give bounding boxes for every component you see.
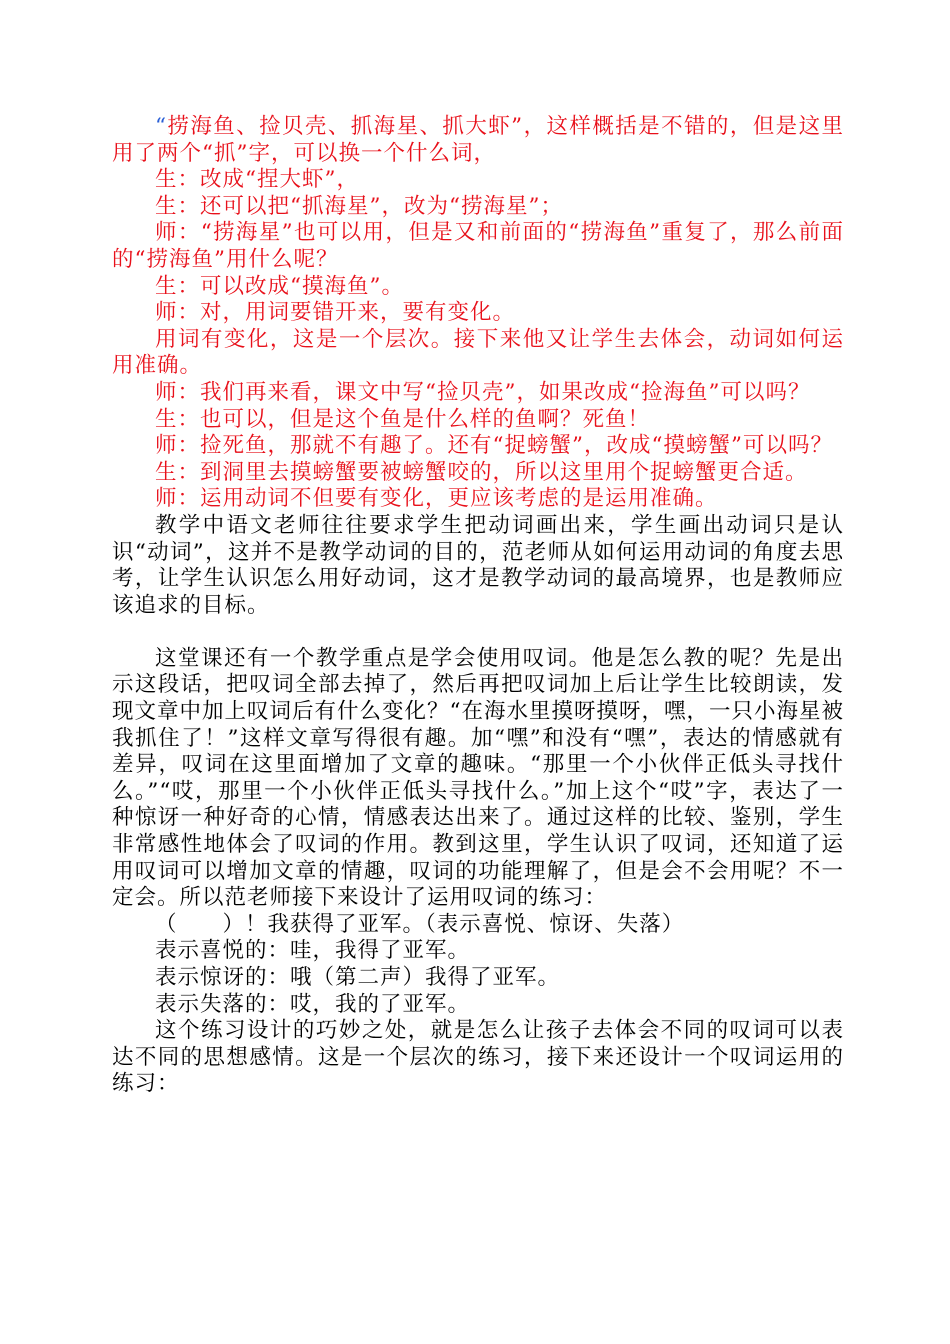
red-paragraph-summary bbox=[112, 114, 844, 167]
dialogue-line-1: 生：改成“捏大虾”， bbox=[155, 167, 359, 193]
dialogue-line-3: 师：“捞海星”也可以用，但是又和前面的“捞海鱼”重复了，那么前面的“捞海鱼”用什么呢？ bbox=[112, 220, 844, 272]
dialogue-line-7: 生：也可以，但是这个鱼是什么样的鱼啊？死鱼！ bbox=[155, 406, 651, 432]
closing-paragraph: 这个练习设计的巧妙之处，就是怎么让孩子去体会不同的叹词可以表达不同的思想感情。这是一个层次的练习，接下来还设计一个叹词运用的练习： bbox=[112, 1018, 844, 1097]
dialogue-line-6: 师：我们再来看，课文中写“捡贝壳”，如果改成“捡海鱼”可以吗？ bbox=[155, 379, 811, 405]
commentary-line: 用词有变化，这是一个层次。接下来他又让学生去体会，动词如何运用准确。 bbox=[112, 326, 844, 379]
example-surprise: 表示惊讶的：哦（第二声）我得了亚军。 bbox=[155, 965, 561, 990]
summary-text: 捞海鱼、捡贝壳、抓海星、抓大虾”，这样概括是不错的，但是这里用了两个“抓”字，可以换一个什么词， bbox=[112, 114, 844, 166]
dialogue-line-2: 生：还可以把“抓海星”，改为“捞海星”； bbox=[155, 193, 563, 219]
document-body bbox=[112, 114, 844, 1098]
dialogue-line-9: 生：到洞里去摸螃蟹要被螃蟹咬的，所以这里用个捉螃蟹更合适。 bbox=[155, 459, 808, 485]
exercise-line: （ ）！我获得了亚军。（表示喜悦、惊讶、失落） bbox=[155, 911, 685, 937]
interjection-teaching-paragraph: 这堂课还有一个教学重点是学会使用叹词。他是怎么教的呢？先是出示这段话，把叹词全部去掉了，然后再把叹词加上后让学生比较朗读，发现文章中加上叹词后有什么变化？“在海水里摸呀摸呀，嘿，一只小海星被我抓住了！”这样文章写得很有趣。加“嘿”和没有“嘿”，表达的情感就有差异，叹词在这里面增加了文章的趣味。“那里一个小伙伴正低头寻找什么。”“哎，那里一个小伙伴正低头寻找什么。”加上这个“哎”字，表达了一种惊讶一种好奇的心情，情感表达出来了。通过这样的比较、鉴别，学生非常感性地体会了叹词的作用。教到这里，学生认识了叹词，还知道了运用叹词可以增加文章的情趣，叹词的功能理解了，但是会不会用呢？不一定会。所以范老师接下来设计了运用叹词的练习： bbox=[112, 645, 844, 911]
dialogue-line-10: 师：运用动词不但要有变化，更应该考虑的是运用准确。 bbox=[155, 486, 718, 512]
opening-quote-mark: “ bbox=[155, 114, 167, 139]
example-joy: 表示喜悦的：哇，我得了亚军。 bbox=[155, 938, 471, 964]
dialogue-line-5: 师：对，用词要错开来，要有变化。 bbox=[155, 300, 516, 326]
dialogue-line-8: 师：捡死鱼，那就不有趣了。还有“捉螃蟹”，改成“摸螃蟹”可以吗？ bbox=[155, 433, 833, 459]
example-disappointment: 表示失落的：哎，我的了亚军。 bbox=[155, 991, 471, 1017]
dialogue-line-4: 生：可以改成“摸海鱼”。 bbox=[155, 273, 404, 299]
verb-teaching-paragraph: 教学中语文老师往往要求学生把动词画出来，学生画出动词只是认识“动词”，这并不是教学动词的目的，范老师从如何运用动词的角度去思考，让学生认识怎么用好动词，这才是教学动词的最高境界，也是教师应该追求的目标。 bbox=[112, 512, 844, 618]
paragraph-gap bbox=[112, 619, 844, 646]
